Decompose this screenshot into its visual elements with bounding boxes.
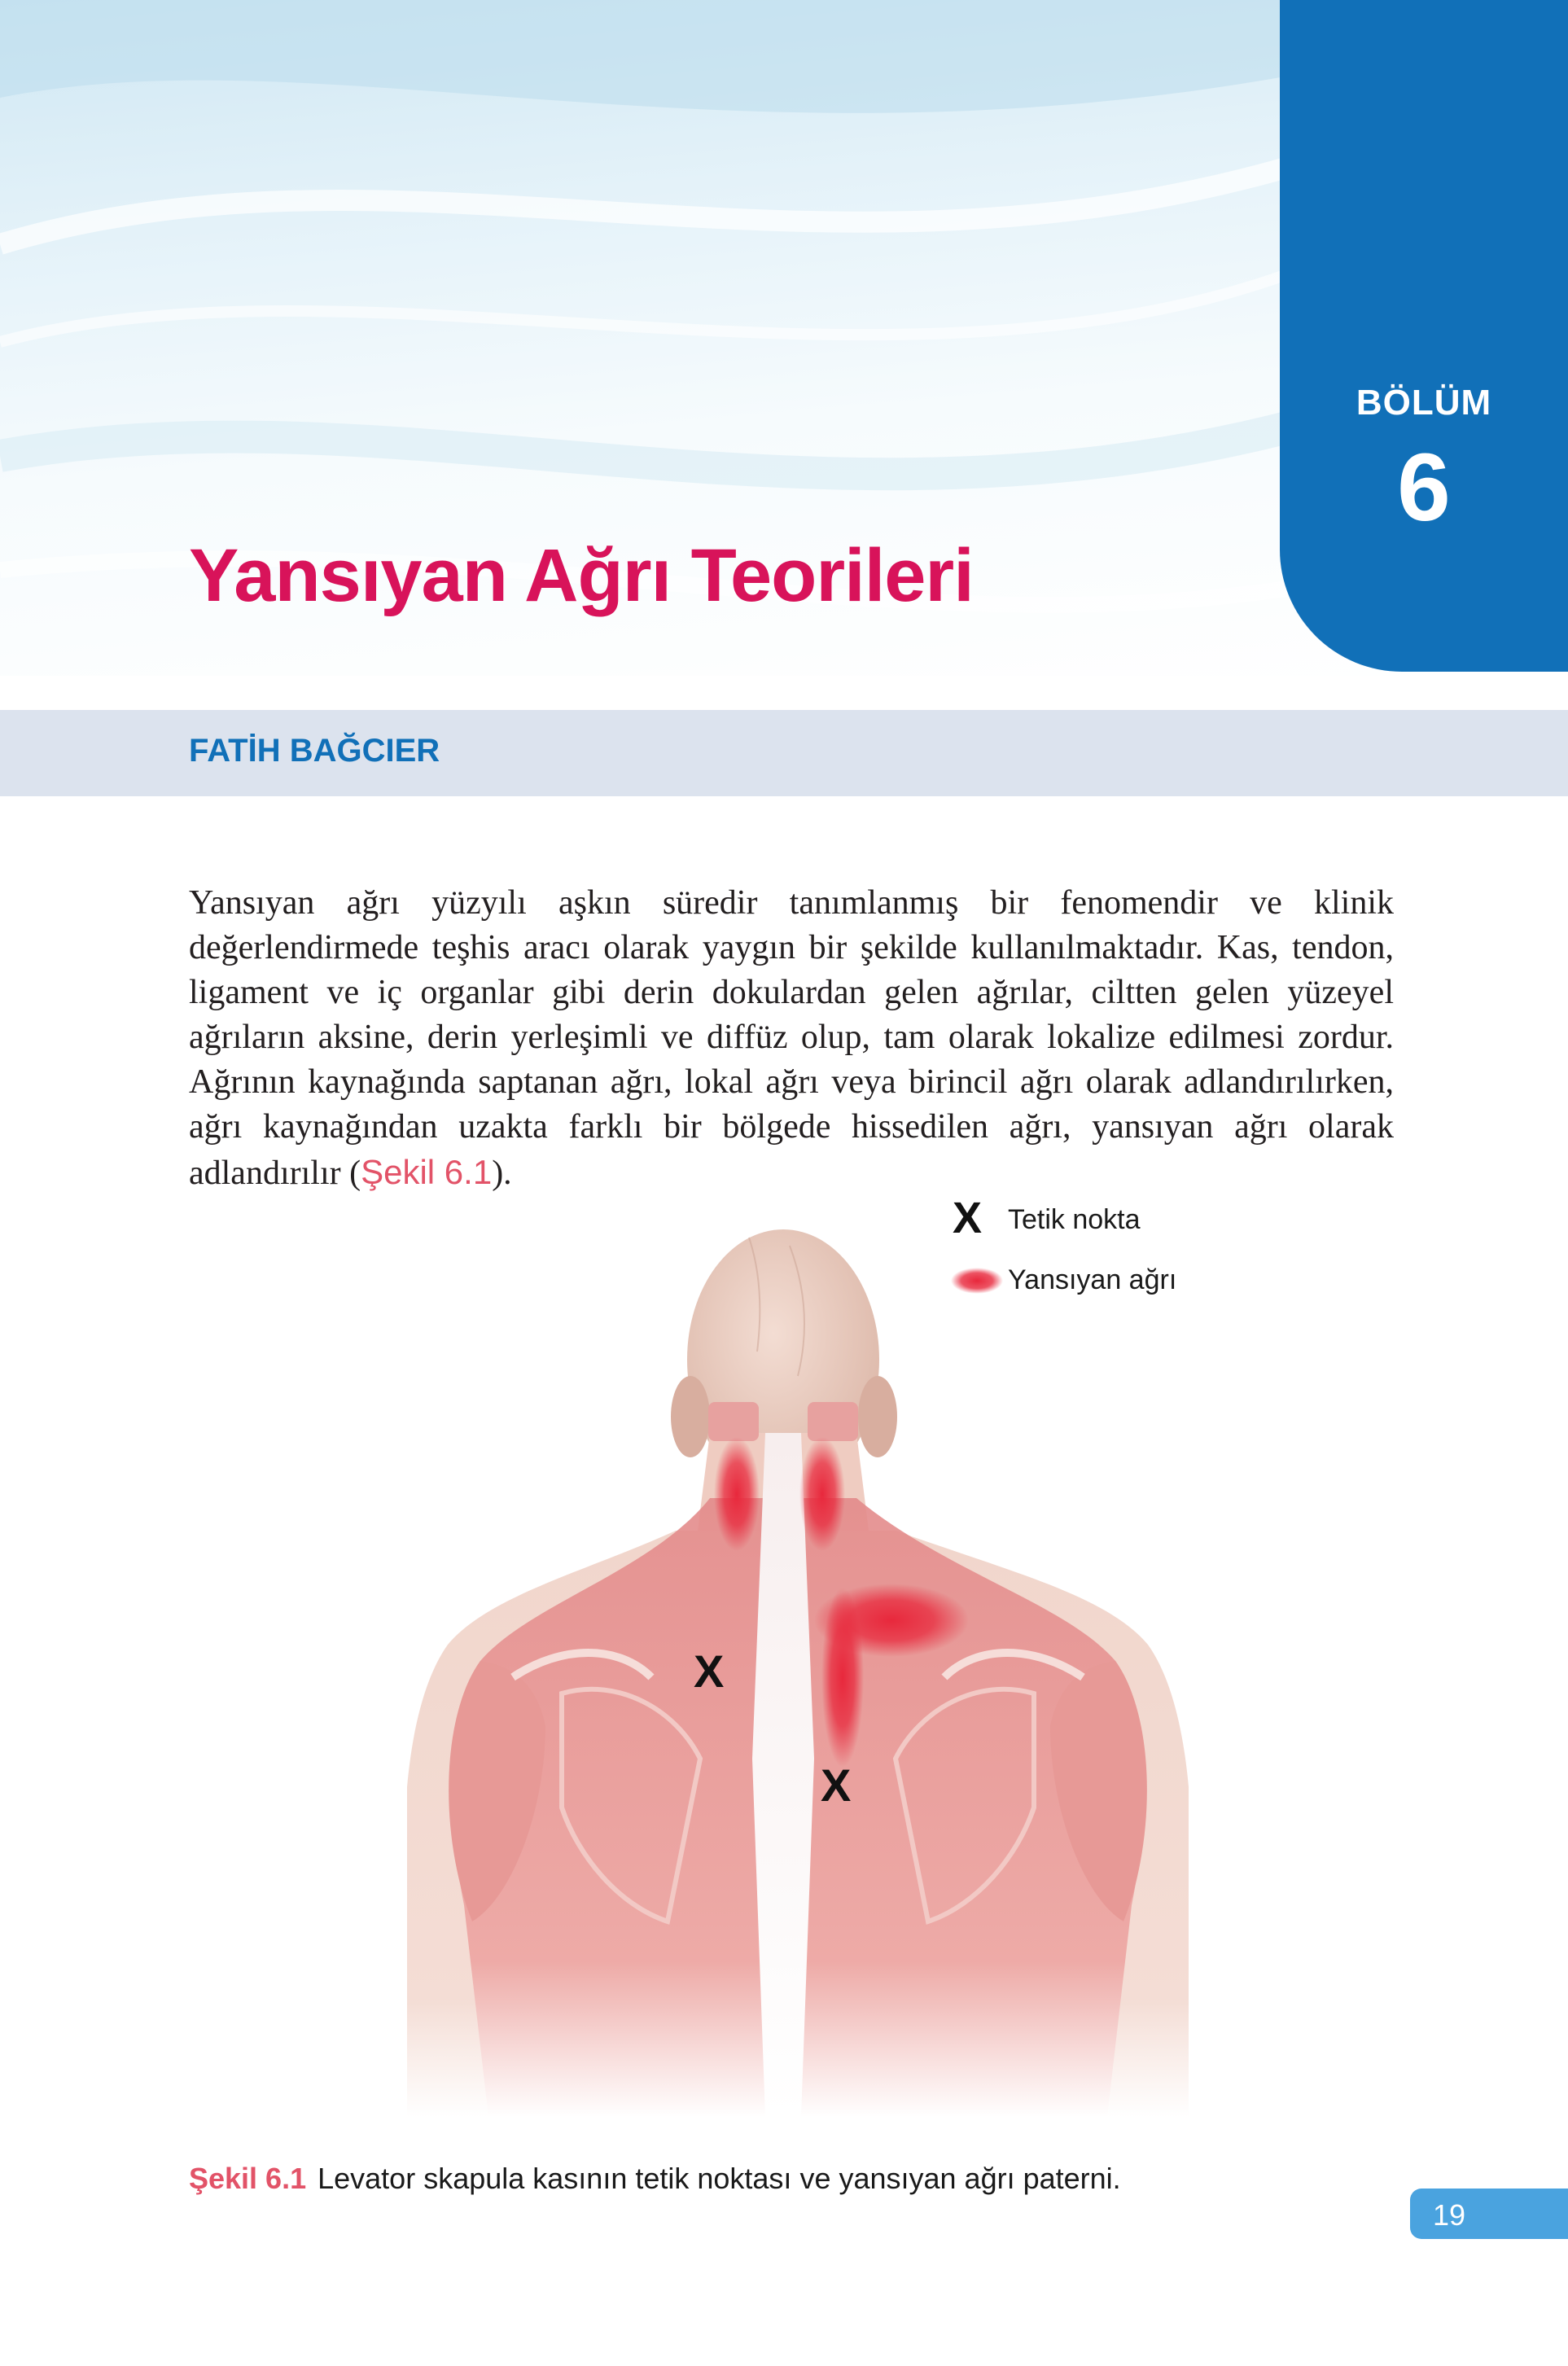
caption-text: Levator skapula kasının tetik noktası ve yansıyan ağrı paterni. [318, 2162, 1121, 2195]
trigger-point-lower: X [821, 1759, 852, 1811]
page-title: Yansıyan Ağrı Teorileri [189, 534, 974, 617]
body-text-after: ). [492, 1155, 512, 1192]
suboccipital-muscle-left [708, 1402, 759, 1441]
figure-caption [189, 2162, 1121, 2196]
referred-pain-neck-right [799, 1437, 845, 1551]
suboccipital-muscle-right [808, 1402, 858, 1441]
chapter-number: 6 [1397, 434, 1451, 541]
chapter-label: BÖLÜM [1356, 383, 1492, 423]
author-name: FATİH BAĞCIER [189, 733, 440, 769]
trigger-point-symbol: X [953, 1194, 983, 1242]
author-band [0, 710, 1568, 796]
chapter-tab [1280, 0, 1568, 672]
page-number-tab [1410, 2189, 1568, 2239]
referred-pain-scapula-border [821, 1588, 864, 1767]
referred-pain-neck-left [714, 1437, 760, 1551]
back-muscles-illustration [407, 1189, 1189, 2117]
figure-reference-link[interactable]: Şekil 6.1 [361, 1153, 493, 1191]
body-paragraph [189, 881, 1394, 1196]
trigger-point-upper: X [694, 1645, 725, 1697]
caption-label: Şekil 6.1 [189, 2162, 307, 2195]
page-number: 19 [1433, 2198, 1466, 2232]
body-text-before: Yansıyan ağrı yüzyılı aşkın süredir tanımlanmış bir fenomendir ve klinik değerlendirmede teşhis aracı olarak yaygın bir şekilde kullanılmaktadır. Kas, tendon, ligament ve iç organlar gibi derin dokulardan gelen ağrılar, ciltten gelen yüzeyel ağrıların aksine, derin yerleşimli ve diffüz olup, tam olarak lokalize edilmesi zordur. Ağrının kaynağında saptanan ağrı, lokal ağrı veya birincil ağrı olarak adlandırılırken, ağrı kaynağından uzakta farklı bir bölgede hissedilen ağrı, yansıyan ağrı olarak adlandırılır ( [189, 884, 1394, 1192]
legend-trigger-label: Tetik nokta [1008, 1204, 1141, 1235]
legend-referred-label: Yansıyan ağrı [1008, 1264, 1177, 1295]
